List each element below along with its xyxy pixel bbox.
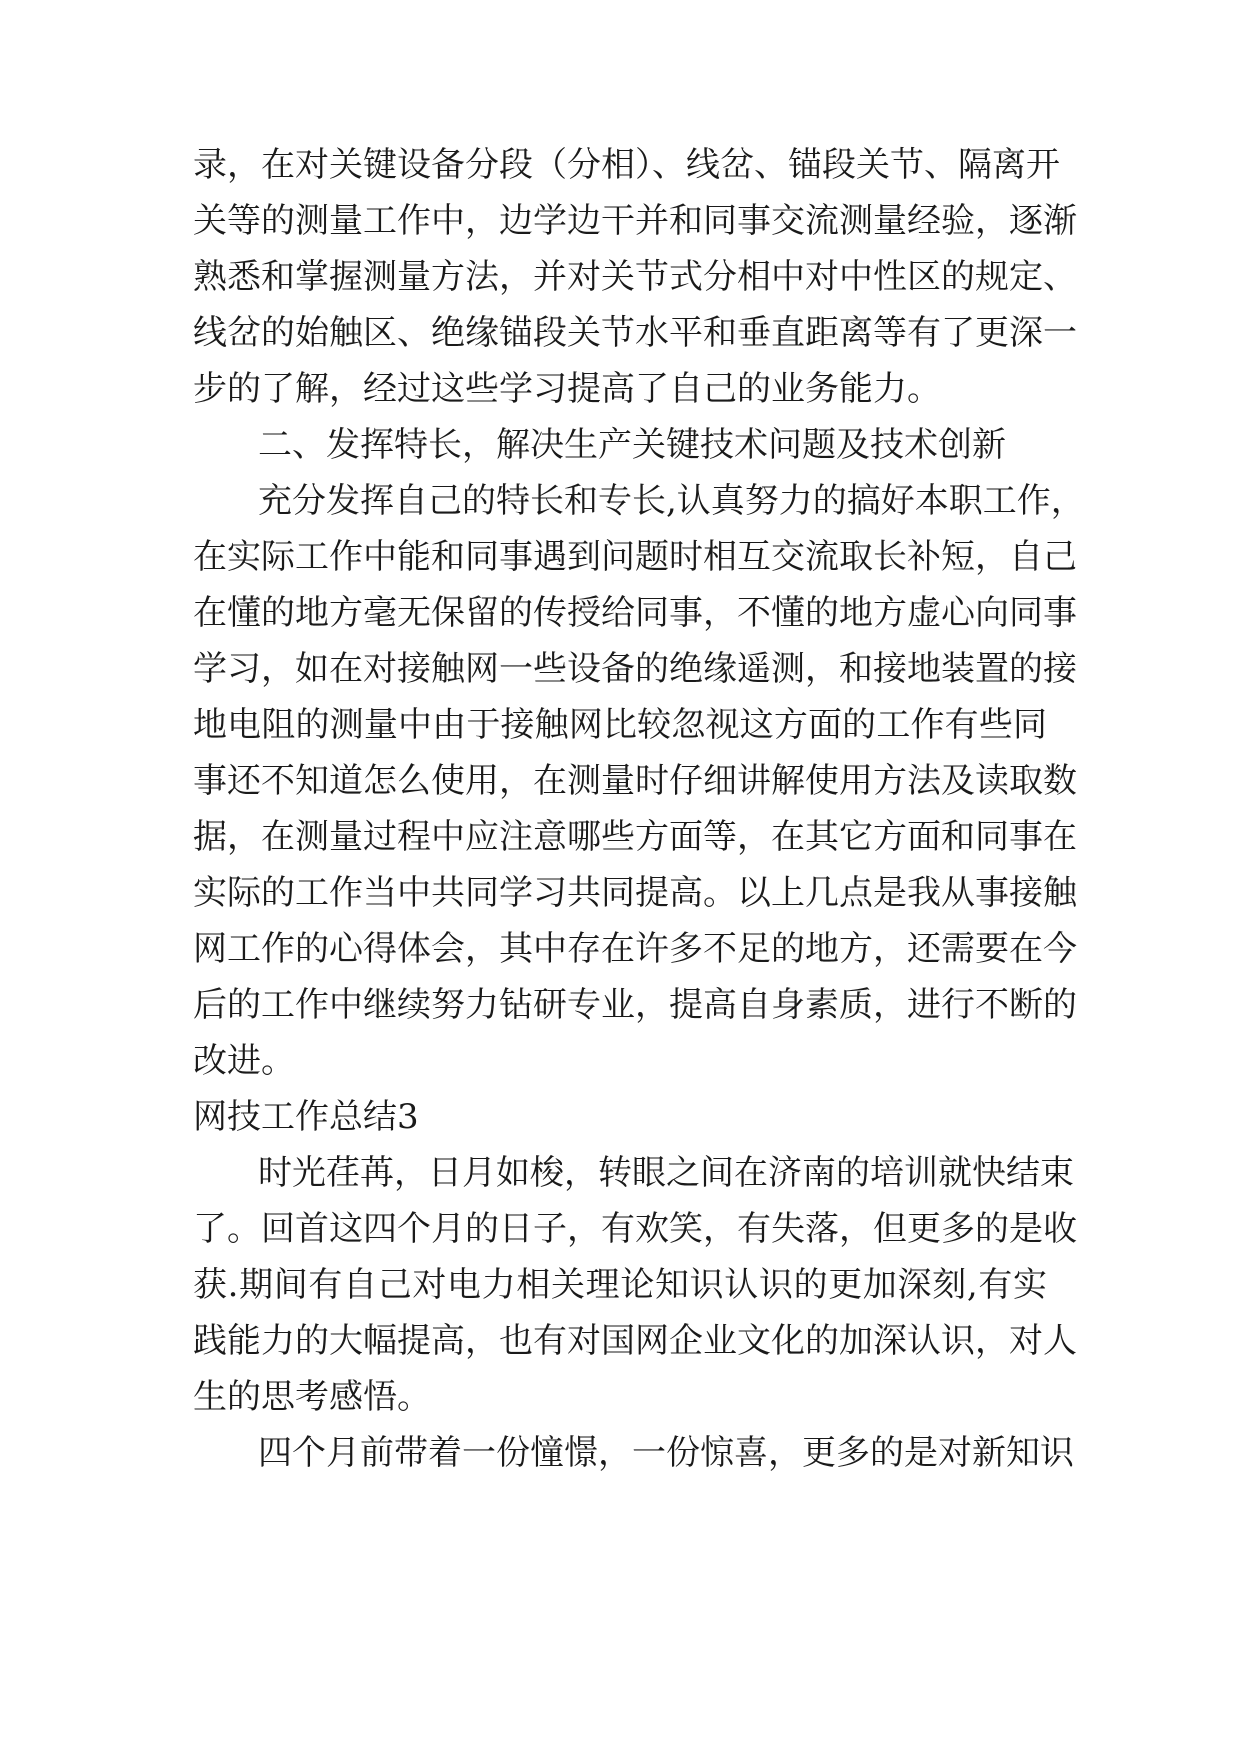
text-line: 地电阻的测量中由于接触网比较忽视这方面的工作有些同 (193, 705, 1047, 745)
text-line: 线岔的始触区、绝缘锚段关节水平和垂直距离等有了更深一 (193, 313, 1077, 353)
text-line: 学习，如在对接触网一些设备的绝缘遥测，和接地装置的接 (193, 649, 1077, 689)
text-line: 生的思考感悟。 (193, 1377, 431, 1417)
text-line: 改进。 (193, 1041, 295, 1081)
text-line: 充分发挥自己的特长和专长,认真努力的搞好本职工作， (258, 481, 1085, 521)
text-line: 获.期间有自己对电力相关理论知识认识的更加深刻,有实 (193, 1265, 1047, 1305)
text-line: 步的了解，经过这些学习提高了自己的业务能力。 (193, 369, 941, 409)
text-line: 在实际工作中能和同事遇到问题时相互交流取长补短，自己 (193, 537, 1077, 577)
text-line: 四个月前带着一份憧憬，一份惊喜，更多的是对新知识 (258, 1433, 1074, 1473)
text-line: 了。回首这四个月的日子，有欢笑，有失落，但更多的是收 (193, 1209, 1077, 1249)
text-line: 关等的测量工作中，边学边干并和同事交流测量经验，逐渐 (193, 201, 1077, 241)
text-line: 践能力的大幅提高，也有对国网企业文化的加深认识，对人 (193, 1321, 1077, 1361)
text-line: 在懂的地方毫无保留的传授给同事，不懂的地方虚心向同事 (193, 593, 1077, 633)
text-line: 时光荏苒，日月如梭，转眼之间在济南的培训就快结束 (258, 1153, 1074, 1193)
section-title: 网技工作总结3 (193, 1097, 419, 1137)
section-heading: 二、发挥特长，解决生产关键技术问题及技术创新 (258, 425, 1006, 465)
text-line: 据，在测量过程中应注意哪些方面等，在其它方面和同事在 (193, 817, 1077, 857)
text-line: 事还不知道怎么使用，在测量时仔细讲解使用方法及读取数 (193, 761, 1077, 801)
text-line: 后的工作中继续努力钻研专业，提高自身素质，进行不断的 (193, 985, 1077, 1025)
text-line: 实际的工作当中共同学习共同提高。以上几点是我从事接触 (193, 873, 1077, 913)
text-line: 网工作的心得体会，其中存在许多不足的地方，还需要在今 (193, 929, 1077, 969)
text-line: 熟悉和掌握测量方法，并对关节式分相中对中性区的规定、 (193, 257, 1077, 297)
text-line: 录，在对关键设备分段（分相）、线岔、锚段关节、隔离开 (193, 145, 1060, 185)
